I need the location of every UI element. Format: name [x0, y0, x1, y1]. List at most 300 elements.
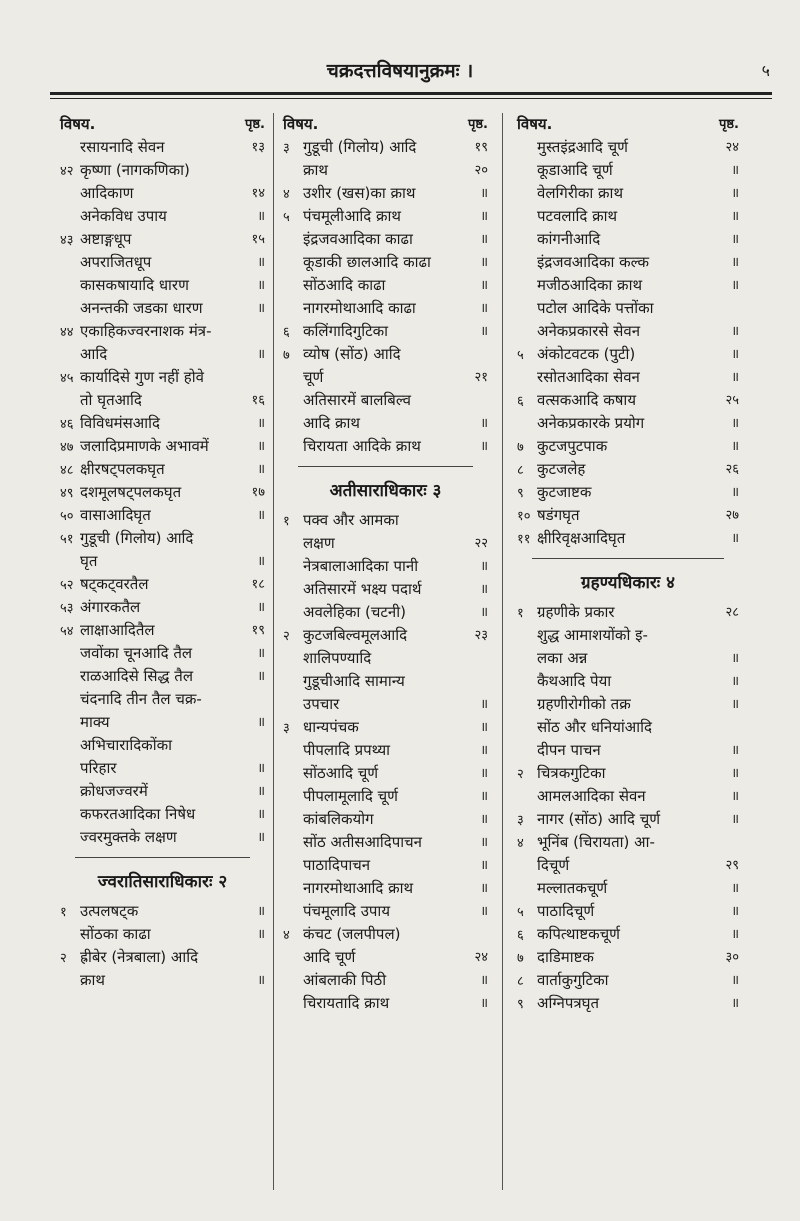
entry-page: ॥: [731, 370, 739, 385]
entry-text: राळआदिसे सिद्ध तैल: [80, 667, 194, 685]
entry-number: ३: [283, 141, 290, 156]
entry-page: २७: [725, 508, 739, 523]
entry-text: अवलेहिका (चटनी): [303, 603, 406, 621]
entry-list: [60, 900, 265, 992]
entry-text: नागर (सोंठ) आदि चूर्ण: [537, 810, 661, 828]
section-title: ज्वरातिसाराधिकारः २: [97, 872, 228, 892]
entry-text: नागरमोथाआदि काढा: [303, 299, 416, 317]
entry-text: लका अन्न: [537, 649, 588, 667]
entry-page: २१: [474, 370, 488, 385]
entry-page: ॥: [731, 439, 739, 454]
index-entry: [517, 136, 739, 159]
index-entry: [60, 182, 265, 205]
entry-text: अभिचारादिकोंका: [80, 736, 172, 754]
index-entry: [60, 504, 265, 527]
index-entry: [283, 831, 488, 854]
entry-number: ११: [517, 532, 531, 547]
index-entry: [283, 969, 488, 992]
index-entry: [60, 343, 265, 366]
entry-list: [60, 136, 265, 849]
entry-number: ४७: [60, 440, 74, 455]
entry-page: ॥: [257, 807, 265, 822]
entry-page: ॥: [257, 904, 265, 919]
entry-page: ॥: [731, 904, 739, 919]
entry-page: ॥: [480, 186, 488, 201]
entry-page: ॥: [257, 669, 265, 684]
entry-number: ५: [517, 905, 524, 920]
entry-page: ॥: [480, 324, 488, 339]
entry-page: ॥: [257, 439, 265, 454]
entry-page: ॥: [480, 996, 488, 1011]
entry-text: कांगनीआदि: [537, 230, 601, 248]
entry-text: गुडूचीआदि सामान्य: [303, 672, 405, 690]
entry-text: अपराजितधूप: [80, 253, 152, 271]
index-entry: [60, 458, 265, 481]
index-entry: [283, 509, 488, 532]
index-column-left: [60, 113, 265, 992]
entry-page: ॥: [731, 255, 739, 270]
entry-page: ॥: [480, 278, 488, 293]
index-entry: [60, 251, 265, 274]
entry-page: ॥: [731, 996, 739, 1011]
entry-page: ॥: [257, 600, 265, 615]
entry-page: ॥: [480, 439, 488, 454]
entry-number: ३: [517, 813, 524, 828]
entry-page: ३०: [725, 950, 739, 965]
index-entry: [283, 923, 488, 946]
index-entry: [517, 647, 739, 670]
entry-number: ४: [283, 928, 290, 943]
index-column-middle: [283, 113, 488, 1015]
index-entry: [517, 923, 739, 946]
index-entry: [60, 389, 265, 412]
index-entry: [283, 808, 488, 831]
entry-text: गुडूची (गिलोय) आदि: [303, 138, 417, 156]
vishaya-label: विषय.: [60, 115, 96, 133]
index-entry: [517, 831, 739, 854]
index-entry: [517, 808, 739, 831]
index-entry: [517, 228, 739, 251]
index-entry: [283, 532, 488, 555]
entry-number: ६: [283, 325, 290, 340]
prishtha-label: पृष्ठ.: [719, 117, 739, 132]
entry-text: सोंठआदि काढा: [303, 276, 386, 294]
entry-page: ॥: [731, 186, 739, 201]
entry-page: ॥: [731, 278, 739, 293]
index-entry: [517, 785, 739, 808]
entry-text: चंदनादि तीन तैल चक्र-: [80, 690, 202, 708]
index-entry: [283, 136, 488, 159]
section-title: ग्रहण्यधिकारः ४: [580, 573, 675, 593]
entry-page: ॥: [480, 209, 488, 224]
index-entry: [60, 159, 265, 182]
entry-list: [517, 136, 739, 550]
entry-page: ॥: [731, 812, 739, 827]
entry-text: दिचूर्ण: [537, 856, 570, 874]
entry-text: पटवलादि क्राथ: [537, 207, 618, 225]
entry-text: अग्निपत्रघृत: [537, 994, 600, 1012]
entry-list: [283, 136, 488, 458]
entry-text: षट्कट्वरतैल: [80, 575, 149, 593]
entry-page: ॥: [480, 743, 488, 758]
entry-number: ६: [517, 928, 524, 943]
entry-page: १८: [251, 577, 265, 592]
index-entry: [60, 228, 265, 251]
entry-number: ५२: [60, 578, 74, 593]
index-entry: [60, 946, 265, 969]
index-entry: [283, 762, 488, 785]
index-entry: [60, 642, 265, 665]
entry-text: इंद्रजवआदिका काढा: [303, 230, 413, 248]
index-entry: [283, 785, 488, 808]
index-entry: [517, 481, 739, 504]
index-entry: [60, 527, 265, 550]
entry-text: वत्सकआदि कषाय: [537, 391, 637, 409]
prishtha-label: पृष्ठ.: [468, 117, 488, 132]
index-entry: [283, 389, 488, 412]
entry-text: षडंगघृत: [537, 506, 580, 524]
index-column-right: [517, 113, 739, 1015]
index-entry: [517, 969, 739, 992]
entry-text: सोंठआदि चूर्ण: [303, 764, 379, 782]
entry-text: पीपलामूलादि चूर्ण: [303, 787, 398, 805]
index-entry: [517, 297, 739, 320]
index-entry: [517, 670, 739, 693]
index-entry: [283, 624, 488, 647]
entry-page: ॥: [480, 582, 488, 597]
entry-page: ॥: [731, 209, 739, 224]
entry-page: ॥: [731, 743, 739, 758]
entry-page: ॥: [480, 789, 488, 804]
index-entry: [283, 693, 488, 716]
entry-number: ३: [283, 721, 290, 736]
entry-page: २४: [474, 950, 488, 965]
entry-text: मजीठआदिका क्राथ: [537, 276, 643, 294]
entry-page: ॥: [731, 766, 739, 781]
entry-list: [517, 601, 739, 1015]
entry-text: पक्व और आमका: [303, 511, 399, 529]
entry-text: नेत्रबालाआदिका पानी: [303, 557, 419, 575]
entry-page: ॥: [257, 927, 265, 942]
entry-text: कासकषायादि धारण: [80, 276, 189, 294]
index-entry: [283, 601, 488, 624]
column-heading: [283, 113, 488, 136]
entry-page: २४: [725, 140, 739, 155]
entry-page: ॥: [257, 646, 265, 661]
entry-text: अतिसारमें बालबिल्व: [303, 391, 411, 409]
vishaya-label: विषय.: [283, 115, 319, 133]
entry-text: मल्लातकचूर्ण: [537, 879, 608, 897]
entry-number: ४८: [60, 463, 74, 478]
index-entry: [60, 826, 265, 849]
section-divider: [532, 558, 724, 559]
index-entry: [517, 182, 739, 205]
index-entry: [283, 992, 488, 1015]
entry-page: ॥: [480, 973, 488, 988]
entry-text: क्राथ: [80, 971, 105, 989]
entry-number: २: [517, 767, 524, 782]
entry-page: २८: [725, 605, 739, 620]
entry-text: दाडिमाष्टक: [537, 948, 594, 966]
entry-text: वासाआदिघृत: [80, 506, 151, 524]
index-entry: [60, 136, 265, 159]
index-entry: [517, 251, 739, 274]
entry-text: कफरतआदिका निषेध: [80, 805, 196, 823]
index-entry: [60, 711, 265, 734]
entry-page: ॥: [731, 485, 739, 500]
entry-text: पंचमूलीआदि क्राथ: [303, 207, 402, 225]
entry-page: १६: [251, 393, 265, 408]
entry-text: ज्वरमुक्तके लक्षण: [80, 828, 177, 846]
index-entry: [60, 688, 265, 711]
entry-number: ४: [283, 187, 290, 202]
entry-page: ॥: [480, 835, 488, 850]
entry-text: तो घृतआदि: [80, 391, 142, 409]
index-entry: [60, 412, 265, 435]
entry-number: ४९: [60, 486, 74, 501]
index-entry: [517, 527, 739, 550]
entry-page: ॥: [731, 674, 739, 689]
index-entry: [60, 481, 265, 504]
entry-number: ४३: [60, 233, 74, 248]
entry-page: ॥: [480, 697, 488, 712]
entry-number: ५: [283, 210, 290, 225]
index-entry: [517, 624, 739, 647]
entry-text: सोंठ अतीसआदिपाचन: [303, 833, 422, 851]
index-entry: [283, 854, 488, 877]
entry-page: २६: [725, 462, 739, 477]
entry-text: आमलआदिका सेवन: [537, 787, 646, 805]
entry-page: ॥: [257, 301, 265, 316]
entry-page: ॥: [480, 232, 488, 247]
entry-text: एकाहिकज्वरनाशक मंत्र-: [80, 322, 212, 340]
index-entry: [60, 923, 265, 946]
index-entry: [517, 389, 739, 412]
entry-number: ५१: [60, 532, 74, 547]
index-entry: [283, 182, 488, 205]
index-entry: [60, 969, 265, 992]
entry-page: ॥: [257, 508, 265, 523]
entry-page: ॥: [480, 559, 488, 574]
entry-text: अनेकविध उपाय: [80, 207, 167, 225]
index-entry: [517, 739, 739, 762]
entry-text: जवोंका चूनआदि तैल: [80, 644, 193, 662]
entry-number: ४४: [60, 325, 74, 340]
entry-text: माक्य: [80, 713, 110, 731]
running-title: चक्रदत्तविषयानुक्रमः ।: [326, 60, 474, 82]
entry-text: चिरायता आदिके क्राथ: [303, 437, 421, 455]
entry-text: कुटजबिल्वमूलआदि: [303, 626, 408, 644]
entry-text: क्षीरषट्पलकघृत: [80, 460, 165, 478]
index-entry: [517, 366, 739, 389]
column-divider: [273, 113, 274, 1190]
entry-page: १४: [251, 186, 265, 201]
entry-text: रसायनादि सेवन: [80, 138, 165, 156]
entry-text: मुस्तइंद्रआदि चूर्ण: [537, 138, 629, 156]
index-entry: [60, 435, 265, 458]
entry-number: २: [283, 629, 290, 644]
entry-number: ७: [283, 348, 290, 363]
entry-page: ॥: [731, 163, 739, 178]
section-divider: [75, 857, 250, 858]
entry-text: अनेकप्रकारके प्रयोग: [537, 414, 645, 432]
entry-text: दशमूलषट्पलकघृत: [80, 483, 182, 501]
entry-page: ॥: [257, 209, 265, 224]
entry-page: ॥: [731, 927, 739, 942]
entry-page: ॥: [257, 973, 265, 988]
column-divider: [502, 113, 503, 1190]
entry-page: ॥: [731, 324, 739, 339]
entry-text: वार्ताकुगुटिका: [537, 971, 609, 989]
entry-text: पंचमूलादि उपाय: [303, 902, 391, 920]
index-entry: [517, 946, 739, 969]
entry-text: ह्रीबेर (नेत्रबाला) आदि: [80, 948, 199, 966]
entry-text: जलादिप्रमाणके अभावमें: [80, 437, 209, 455]
entry-page: ॥: [257, 347, 265, 362]
header-rule-thin: [50, 98, 772, 99]
entry-text: कूडाकी छालआदि काढा: [303, 253, 431, 271]
entry-page: ॥: [480, 301, 488, 316]
entry-text: अष्टाङ्गधूप: [80, 230, 132, 248]
entry-number: ७: [517, 951, 524, 966]
entry-number: १: [517, 606, 524, 621]
prishtha-label: पृष्ठ.: [245, 117, 265, 132]
entry-page: ॥: [480, 881, 488, 896]
index-entry: [517, 504, 739, 527]
entry-text: चिरायतादि क्राथ: [303, 994, 390, 1012]
entry-text: अंकोटवटक (पुटी): [537, 345, 636, 363]
entry-text: क्षीरिवृक्षआदिघृत: [537, 529, 626, 547]
index-entry: [60, 573, 265, 596]
entry-list: [283, 509, 488, 1015]
entry-text: धान्यपंचक: [303, 718, 359, 736]
entry-text: कार्यादिसे गुण नहीं होवे: [80, 368, 204, 386]
entry-text: शालिपण्यादि: [303, 649, 372, 667]
index-entry: [283, 739, 488, 762]
entry-text: शुद्ध आमाशयोंको इ-: [537, 626, 648, 644]
index-entry: [517, 412, 739, 435]
entry-page: १७: [251, 485, 265, 500]
index-entry: [283, 555, 488, 578]
entry-number: ४६: [60, 417, 74, 432]
index-entry: [283, 320, 488, 343]
index-entry: [517, 877, 739, 900]
column-heading: [60, 113, 265, 136]
index-entry: [60, 757, 265, 780]
index-entry: [517, 762, 739, 785]
entry-page: १३: [251, 140, 265, 155]
entry-text: नागरमोथाआदि क्राथ: [303, 879, 414, 897]
index-entry: [60, 596, 265, 619]
index-entry: [517, 274, 739, 297]
entry-text: कपित्थाष्टकचूर्ण: [537, 925, 620, 943]
entry-number: ९: [517, 997, 524, 1012]
entry-text: आदि: [80, 345, 108, 363]
entry-text: लाक्षाआदितैल: [80, 621, 155, 639]
section-title: अतीसाराधिकारः ३: [329, 481, 442, 501]
entry-text: अतिसारमें भक्ष्य पदार्थ: [303, 580, 422, 598]
entry-text: कैथआदि पेया: [537, 672, 612, 690]
entry-page: १५: [251, 232, 265, 247]
entry-page: २५: [725, 393, 739, 408]
entry-page: २३: [474, 628, 488, 643]
entry-text: चित्रकगुटिका: [537, 764, 606, 782]
entry-text: विविधमंसआदि: [80, 414, 160, 432]
index-entry: [283, 578, 488, 601]
index-entry: [60, 366, 265, 389]
index-entry: [283, 251, 488, 274]
entry-text: व्योष (सोंठ) आदि: [303, 345, 401, 363]
entry-number: ५०: [60, 509, 74, 524]
entry-page: ॥: [257, 278, 265, 293]
index-entry: [283, 205, 488, 228]
entry-number: १०: [517, 509, 531, 524]
entry-text: घृत: [80, 552, 98, 570]
index-entry: [517, 601, 739, 624]
entry-number: ८: [517, 974, 524, 989]
entry-number: १: [283, 514, 290, 529]
entry-number: ४५: [60, 371, 74, 386]
entry-text: उत्पलषट्क: [80, 902, 139, 920]
entry-text: कृष्णा (नागकणिका): [80, 161, 190, 179]
index-entry: [60, 320, 265, 343]
entry-text: कुटजलेह: [537, 460, 586, 478]
entry-text: वेलगिरीका क्राथ: [537, 184, 624, 202]
entry-number: ५४: [60, 624, 74, 639]
entry-page: १९: [474, 140, 488, 155]
entry-page: ॥: [480, 904, 488, 919]
entry-text: दीपन पाचन: [537, 741, 601, 759]
index-entry: [283, 366, 488, 389]
entry-page: ॥: [480, 812, 488, 827]
index-entry: [517, 205, 739, 228]
entry-text: अनेकप्रकारसे सेवन: [537, 322, 641, 340]
entry-page: ॥: [731, 789, 739, 804]
entry-page: ॥: [257, 255, 265, 270]
index-entry: [283, 670, 488, 693]
section-divider: [298, 466, 473, 467]
index-entry: [283, 274, 488, 297]
page-header: [0, 55, 800, 87]
entry-page: १९: [251, 623, 265, 638]
entry-page: ॥: [731, 347, 739, 362]
entry-page: ॥: [257, 462, 265, 477]
entry-number: ४२: [60, 164, 74, 179]
entry-text: परिहार: [80, 759, 117, 777]
index-entry: [283, 900, 488, 923]
index-entry: [517, 900, 739, 923]
entry-text: अनन्तकी जडका धारण: [80, 299, 203, 317]
entry-text: पाठादिपाचन: [303, 856, 371, 874]
entry-page: ॥: [257, 784, 265, 799]
entry-page: ॥: [731, 973, 739, 988]
index-entry: [60, 550, 265, 573]
entry-text: पटोल आदिके पत्तोंका: [537, 299, 654, 317]
entry-text: लक्षण: [303, 534, 335, 552]
index-entry: [283, 412, 488, 435]
index-entry: [283, 297, 488, 320]
index-entry: [517, 716, 739, 739]
entry-text: पीपलादि प्रपथ्या: [303, 741, 391, 759]
entry-text: क्रोधजज्वरमें: [80, 782, 148, 800]
entry-page: ॥: [257, 761, 265, 776]
index-entry: [60, 619, 265, 642]
entry-page: २२: [474, 536, 488, 551]
entry-number: ८: [517, 463, 524, 478]
entry-text: उपचार: [303, 695, 340, 713]
index-entry: [517, 854, 739, 877]
index-entry: [283, 435, 488, 458]
